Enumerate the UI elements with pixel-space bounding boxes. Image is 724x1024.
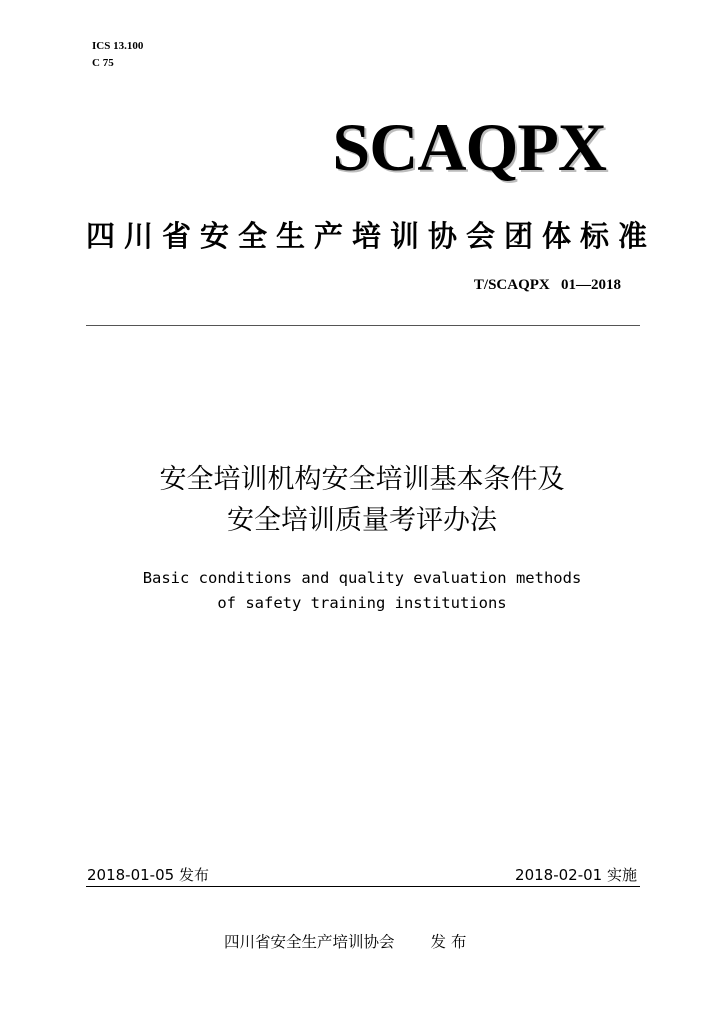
publisher-name: 四川省安全生产培训协会 (224, 933, 395, 951)
implementation-date: 2018-02-01 实施 (515, 866, 637, 884)
chinese-title-line-2: 安全培训质量考评办法 (227, 505, 497, 536)
org-standard-title: 四川省安全生产培训协会团体标准 (86, 219, 657, 253)
issue-date: 2018-01-05 发布 (87, 866, 209, 884)
publisher-line (224, 932, 466, 952)
english-title-line-1: Basic conditions and quality evaluation methods (142, 569, 582, 587)
ccs-code: C 75 (92, 57, 114, 69)
top-divider (86, 325, 640, 326)
publish-label: 发 布 (430, 933, 467, 951)
english-title-line-2: of safety training institutions (217, 594, 507, 612)
brand-logo: SCAQPX (332, 109, 606, 185)
classification-codes (92, 38, 143, 72)
ics-code: ICS 13.100 (92, 40, 144, 52)
standard-code: T/SCAQPX 01—2018 (473, 277, 621, 293)
chinese-title-line-1: 安全培训机构安全培训基本条件及 (159, 464, 565, 495)
bottom-divider (86, 886, 640, 887)
